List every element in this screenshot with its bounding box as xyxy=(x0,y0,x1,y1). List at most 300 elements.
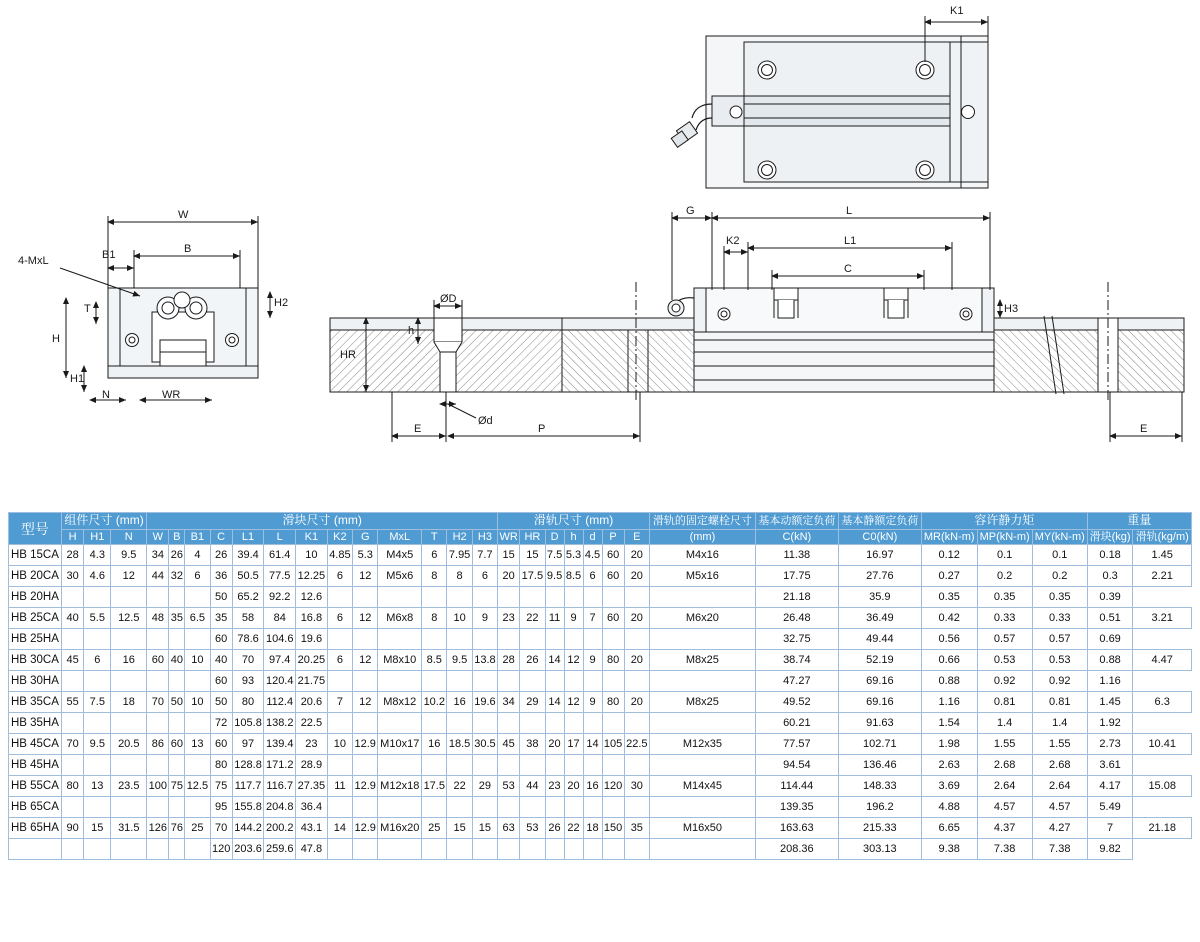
cell-t xyxy=(422,713,447,734)
cell-b1: 10 xyxy=(185,650,210,671)
cell-d xyxy=(545,671,564,692)
cell-wr: 20 xyxy=(498,566,520,587)
cell-h1: 6 xyxy=(84,650,111,671)
cell-wr xyxy=(498,839,520,860)
cell-g: 12 xyxy=(353,608,378,629)
cell-mxl xyxy=(378,839,422,860)
cell-mm xyxy=(649,629,755,650)
cell-h xyxy=(61,713,83,734)
cell-k2: 10 xyxy=(327,734,352,755)
cell-hr: 22 xyxy=(520,608,545,629)
col-header-kgm: 滑轨(kg/m) xyxy=(1133,529,1192,545)
cell-h xyxy=(564,713,583,734)
cell-l: 112.4 xyxy=(264,692,296,713)
cell-l: 171.2 xyxy=(264,755,296,776)
cell-h1 xyxy=(84,587,111,608)
cell-b xyxy=(169,797,185,818)
cell-hr xyxy=(520,713,545,734)
cell-b: 76 xyxy=(169,818,185,839)
cell-b1: 6.5 xyxy=(185,608,210,629)
cell-model: HB 30CA xyxy=(9,650,62,671)
cell-k2: 6 xyxy=(327,608,352,629)
cell-h3: 19.6 xyxy=(472,692,497,713)
cell-l1: 93 xyxy=(232,671,264,692)
cell-k1: 22.5 xyxy=(296,713,328,734)
cell-p: 150 xyxy=(602,818,624,839)
cell-mpknm: 0.33 xyxy=(977,608,1032,629)
cell-mxl xyxy=(378,713,422,734)
cell-myknm: 0.53 xyxy=(1032,650,1087,671)
col-header-b: B xyxy=(169,529,185,545)
cell-mm: M8x25 xyxy=(649,650,755,671)
cell-d: 23 xyxy=(545,776,564,797)
cell-l: 259.6 xyxy=(264,839,296,860)
cell-h2 xyxy=(447,839,472,860)
cell-b xyxy=(169,755,185,776)
cell-d: 4.5 xyxy=(583,545,602,566)
cell-e: 20 xyxy=(624,608,649,629)
cell-d: 20 xyxy=(545,734,564,755)
cell-h3: 7.7 xyxy=(472,545,497,566)
cell-myknm: 4.27 xyxy=(1032,818,1087,839)
col-header-l: L xyxy=(264,529,296,545)
cell-d xyxy=(545,839,564,860)
cell-w xyxy=(147,755,169,776)
cell-d: 14 xyxy=(583,734,602,755)
dim-label-k2: K2 xyxy=(726,235,740,247)
col-header-e: E xyxy=(624,529,649,545)
cell-mm xyxy=(649,797,755,818)
table-row xyxy=(9,629,1192,650)
cell-wr: 63 xyxy=(498,818,520,839)
cell-h1 xyxy=(84,629,111,650)
col-header-d: D xyxy=(545,529,564,545)
cell-c: 60 xyxy=(210,671,232,692)
cell-h: 12 xyxy=(564,650,583,671)
cell-d xyxy=(583,587,602,608)
cell-e xyxy=(624,839,649,860)
cell-e: 20 xyxy=(624,650,649,671)
cell-c: 75 xyxy=(210,776,232,797)
cell-w: 126 xyxy=(147,818,169,839)
cell-e: 35 xyxy=(624,818,649,839)
cell-t: 17.5 xyxy=(422,776,447,797)
cell-h: 20 xyxy=(564,776,583,797)
cell-b1 xyxy=(185,629,210,650)
cell-ckn: 11.38 xyxy=(755,545,838,566)
col-header-c0kn: C0(kN) xyxy=(838,529,921,545)
cell-k1: 21.75 xyxy=(296,671,328,692)
cell-c0kn: 215.33 xyxy=(838,818,921,839)
cell-p xyxy=(602,671,624,692)
cell-c: 40 xyxy=(210,650,232,671)
cell-hr: 38 xyxy=(520,734,545,755)
cell-l1: 128.8 xyxy=(232,755,264,776)
cell-h: 12 xyxy=(564,692,583,713)
cell-c0kn: 35.9 xyxy=(838,587,921,608)
cell-h: 28 xyxy=(61,545,83,566)
cell-ckn: 77.57 xyxy=(755,734,838,755)
cell-k1: 20.6 xyxy=(296,692,328,713)
cell-b1 xyxy=(185,839,210,860)
cell-kgm: 3.21 xyxy=(1133,608,1192,629)
cell-mm xyxy=(649,671,755,692)
cell-myknm: 2.68 xyxy=(1032,755,1087,776)
cell-e xyxy=(624,587,649,608)
cell-mpknm: 0.92 xyxy=(977,671,1032,692)
cell-h xyxy=(564,587,583,608)
cell-mxl: M8x12 xyxy=(378,692,422,713)
cell-mxl: M5x6 xyxy=(378,566,422,587)
dim-label-h2: H2 xyxy=(274,297,289,309)
cell-mm: M8x25 xyxy=(649,692,755,713)
cell-n: 12 xyxy=(111,566,147,587)
cell-n: 20.5 xyxy=(111,734,147,755)
cell-l1: 39.4 xyxy=(232,545,264,566)
cell-h2 xyxy=(447,587,472,608)
cell-l: 120.4 xyxy=(264,671,296,692)
table-body xyxy=(9,545,1192,860)
cell-h: 9 xyxy=(564,608,583,629)
cell-p: 105 xyxy=(602,734,624,755)
cell-mrknm: 9.38 xyxy=(921,839,977,860)
cell-l1: 105.8 xyxy=(232,713,264,734)
cell-hr xyxy=(520,755,545,776)
cell-myknm: 0.92 xyxy=(1032,671,1087,692)
cell-mm: M14x45 xyxy=(649,776,755,797)
cell-h2: 8 xyxy=(447,566,472,587)
dim-label-l1: L1 xyxy=(844,235,857,247)
cell-kgm: 15.08 xyxy=(1133,776,1192,797)
cell-p: 80 xyxy=(602,650,624,671)
col-header-mm: (mm) xyxy=(649,529,755,545)
cell-k1: 16.8 xyxy=(296,608,328,629)
cell-h xyxy=(61,587,83,608)
dim-label-t: T xyxy=(84,303,91,315)
cell-hr: 15 xyxy=(520,545,545,566)
cell-c0kn: 303.13 xyxy=(838,839,921,860)
col-header-d: d xyxy=(583,529,602,545)
cell-h1: 7.5 xyxy=(84,692,111,713)
table-row xyxy=(9,608,1192,629)
dim-label-h1: H1 xyxy=(70,373,85,385)
cell-n: 31.5 xyxy=(111,818,147,839)
cell-l1: 65.2 xyxy=(232,587,264,608)
table-row xyxy=(9,650,1192,671)
cell-l1: 97 xyxy=(232,734,264,755)
col-header-hr: HR xyxy=(520,529,545,545)
cell-d xyxy=(545,797,564,818)
header-row-subs xyxy=(9,529,1192,545)
cell-myknm: 0.57 xyxy=(1032,629,1087,650)
cell-b1: 12.5 xyxy=(185,776,210,797)
cell-wr xyxy=(498,587,520,608)
cell-b: 40 xyxy=(169,650,185,671)
cell-c0kn: 52.19 xyxy=(838,650,921,671)
cell-h1: 4.6 xyxy=(84,566,111,587)
cell-kgm: 10.41 xyxy=(1133,734,1192,755)
cell-wr xyxy=(498,797,520,818)
table-row xyxy=(9,797,1192,818)
cell-h3: 29 xyxy=(472,776,497,797)
cell-d: 14 xyxy=(545,692,564,713)
cell-h3: 9 xyxy=(472,608,497,629)
cell-k2 xyxy=(327,713,352,734)
col-header-wr: WR xyxy=(498,529,520,545)
cell-h2: 16 xyxy=(447,692,472,713)
cell-h xyxy=(61,671,83,692)
cell-mpknm: 0.81 xyxy=(977,692,1032,713)
cell-myknm: 1.4 xyxy=(1032,713,1087,734)
cell-c: 35 xyxy=(210,608,232,629)
col-header-l1: L1 xyxy=(232,529,264,545)
cell-ckn: 38.74 xyxy=(755,650,838,671)
cell-d: 7 xyxy=(583,608,602,629)
cell-mxl: M16x20 xyxy=(378,818,422,839)
cell-c0kn: 102.71 xyxy=(838,734,921,755)
cell-ckn: 26.48 xyxy=(755,608,838,629)
cell-h3: 6 xyxy=(472,566,497,587)
cell-g: 12 xyxy=(353,566,378,587)
cell-mpknm: 0.57 xyxy=(977,629,1032,650)
cell-d xyxy=(583,629,602,650)
cell-mrknm: 0.35 xyxy=(921,587,977,608)
col-group-weight: 重量 xyxy=(1087,513,1191,530)
cell-p xyxy=(602,587,624,608)
cell-t: 6 xyxy=(422,545,447,566)
col-group-block: 滑块尺寸 (mm) xyxy=(147,513,498,530)
cell-t: 16 xyxy=(422,734,447,755)
cell-h xyxy=(564,755,583,776)
cell-c: 60 xyxy=(210,629,232,650)
cell-ckn: 49.52 xyxy=(755,692,838,713)
cell-k1: 19.6 xyxy=(296,629,328,650)
cell-mpknm: 2.64 xyxy=(977,776,1032,797)
cell-l: 97.4 xyxy=(264,650,296,671)
cell-e xyxy=(624,713,649,734)
cell-n xyxy=(111,713,147,734)
cell-n xyxy=(111,755,147,776)
cell-kg: 0.39 xyxy=(1087,587,1133,608)
cell-k1: 12.6 xyxy=(296,587,328,608)
cell-g xyxy=(353,839,378,860)
cell-model: HB 45HA xyxy=(9,755,62,776)
cell-myknm: 4.57 xyxy=(1032,797,1087,818)
cell-l1: 78.6 xyxy=(232,629,264,650)
table-row xyxy=(9,545,1192,566)
cell-mpknm: 7.38 xyxy=(977,839,1032,860)
dim-label-hr: HR xyxy=(340,349,356,361)
dim-label-e-left: E xyxy=(414,423,422,435)
cell-p xyxy=(602,755,624,776)
cell-k2 xyxy=(327,755,352,776)
cell-hr: 17.5 xyxy=(520,566,545,587)
cell-h: 45 xyxy=(61,650,83,671)
cell-d xyxy=(545,713,564,734)
cell-wr: 15 xyxy=(498,545,520,566)
cell-l1: 144.2 xyxy=(232,818,264,839)
col-group-rail: 滑轨尺寸 (mm) xyxy=(498,513,650,530)
cell-w: 60 xyxy=(147,650,169,671)
dim-label-h: H xyxy=(52,333,60,345)
cell-mpknm: 2.68 xyxy=(977,755,1032,776)
cell-e: 22.5 xyxy=(624,734,649,755)
cell-k2 xyxy=(327,587,352,608)
cell-h2 xyxy=(447,671,472,692)
cell-b xyxy=(169,629,185,650)
cell-mxl: M4x5 xyxy=(378,545,422,566)
cell-d: 6 xyxy=(583,566,602,587)
front-view xyxy=(18,209,288,401)
cell-k2: 11 xyxy=(327,776,352,797)
cell-n: 16 xyxy=(111,650,147,671)
cell-h xyxy=(61,755,83,776)
cell-b: 75 xyxy=(169,776,185,797)
cell-g xyxy=(353,587,378,608)
cell-d xyxy=(583,755,602,776)
cell-l: 61.4 xyxy=(264,545,296,566)
cell-d xyxy=(583,713,602,734)
side-view xyxy=(330,205,1200,442)
cell-t xyxy=(422,839,447,860)
cell-ckn: 17.75 xyxy=(755,566,838,587)
cell-mrknm: 0.66 xyxy=(921,650,977,671)
cell-l: 77.5 xyxy=(264,566,296,587)
cell-n: 18 xyxy=(111,692,147,713)
cell-mrknm: 2.63 xyxy=(921,755,977,776)
cell-myknm: 0.33 xyxy=(1032,608,1087,629)
cell-c0kn: 69.16 xyxy=(838,671,921,692)
cell-mpknm: 1.55 xyxy=(977,734,1032,755)
cell-b1: 13 xyxy=(185,734,210,755)
cell-mm: M12x35 xyxy=(649,734,755,755)
cell-kg: 4.17 xyxy=(1087,776,1133,797)
cell-d: 11 xyxy=(545,608,564,629)
cell-c: 95 xyxy=(210,797,232,818)
cell-k1: 43.1 xyxy=(296,818,328,839)
cell-ckn: 21.18 xyxy=(755,587,838,608)
cell-mpknm: 4.37 xyxy=(977,818,1032,839)
col-header-mxl: MxL xyxy=(378,529,422,545)
cell-h xyxy=(564,629,583,650)
cell-h: 90 xyxy=(61,818,83,839)
cell-mrknm: 4.88 xyxy=(921,797,977,818)
cell-hr: 26 xyxy=(520,650,545,671)
header-row-groups xyxy=(9,513,1192,530)
cell-c0kn: 69.16 xyxy=(838,692,921,713)
cell-ckn: 60.21 xyxy=(755,713,838,734)
col-header-mrknm: MR(kN-m) xyxy=(921,529,977,545)
cell-mrknm: 1.16 xyxy=(921,692,977,713)
cell-kgm: 1.45 xyxy=(1133,545,1192,566)
cell-l: 138.2 xyxy=(264,713,296,734)
cell-model: HB 25HA xyxy=(9,629,62,650)
cell-k2 xyxy=(327,671,352,692)
col-header-ckn: C(kN) xyxy=(755,529,838,545)
cell-l1: 50.5 xyxy=(232,566,264,587)
cell-b xyxy=(169,713,185,734)
cell-mrknm: 0.42 xyxy=(921,608,977,629)
cell-hr xyxy=(520,797,545,818)
cell-model: HB 45CA xyxy=(9,734,62,755)
cell-mm: M6x20 xyxy=(649,608,755,629)
cell-wr: 28 xyxy=(498,650,520,671)
cell-kg: 5.49 xyxy=(1087,797,1133,818)
cell-c0kn: 196.2 xyxy=(838,797,921,818)
cell-h: 40 xyxy=(61,608,83,629)
cell-l: 139.4 xyxy=(264,734,296,755)
cell-kg: 0.3 xyxy=(1087,566,1133,587)
col-header-h: H xyxy=(61,529,83,545)
cell-l1: 155.8 xyxy=(232,797,264,818)
col-header-n: N xyxy=(111,529,147,545)
cell-c: 36 xyxy=(210,566,232,587)
cell-n xyxy=(111,839,147,860)
cell-d: 7.5 xyxy=(545,545,564,566)
cell-w xyxy=(147,797,169,818)
cell-c0kn: 49.44 xyxy=(838,629,921,650)
table-row xyxy=(9,692,1192,713)
col-group-moment: 容许静力矩 xyxy=(921,513,1087,530)
dim-label-b1: B1 xyxy=(102,249,116,261)
cell-model: HB 20HA xyxy=(9,587,62,608)
cell-k1: 12.25 xyxy=(296,566,328,587)
cell-h: 8.5 xyxy=(564,566,583,587)
cell-ckn: 163.63 xyxy=(755,818,838,839)
cell-b1 xyxy=(185,671,210,692)
cell-h3: 15 xyxy=(472,818,497,839)
table-row xyxy=(9,818,1192,839)
cell-b: 35 xyxy=(169,608,185,629)
cell-wr: 45 xyxy=(498,734,520,755)
cell-w xyxy=(147,713,169,734)
cell-kg: 3.61 xyxy=(1087,755,1133,776)
cell-w xyxy=(147,587,169,608)
cell-mxl: M10x17 xyxy=(378,734,422,755)
cell-t xyxy=(422,671,447,692)
cell-model: HB 35CA xyxy=(9,692,62,713)
col-header-h2: H2 xyxy=(447,529,472,545)
cell-d: 14 xyxy=(545,650,564,671)
cell-k2: 7 xyxy=(327,692,352,713)
cell-h: 70 xyxy=(61,734,83,755)
cell-g xyxy=(353,629,378,650)
dim-label-n: N xyxy=(102,389,110,401)
cell-e: 20 xyxy=(624,692,649,713)
cell-c: 80 xyxy=(210,755,232,776)
cell-h3: 30.5 xyxy=(472,734,497,755)
cell-h3 xyxy=(472,671,497,692)
cell-w: 44 xyxy=(147,566,169,587)
cell-h xyxy=(564,671,583,692)
cell-wr xyxy=(498,629,520,650)
cell-hr xyxy=(520,671,545,692)
cell-c: 72 xyxy=(210,713,232,734)
cell-h2: 10 xyxy=(447,608,472,629)
cell-k1: 20.25 xyxy=(296,650,328,671)
col-group-bolt: 滑轨的固定螺栓尺寸 xyxy=(649,513,755,530)
col-header-p: P xyxy=(602,529,624,545)
cell-t: 10.2 xyxy=(422,692,447,713)
cell-h1 xyxy=(84,671,111,692)
cell-k1: 36.4 xyxy=(296,797,328,818)
cell-ckn: 94.54 xyxy=(755,755,838,776)
cell-l1: 58 xyxy=(232,608,264,629)
cell-e xyxy=(624,629,649,650)
cell-h3: 13.8 xyxy=(472,650,497,671)
cell-model: HB 65HA xyxy=(9,818,62,839)
cell-p xyxy=(602,797,624,818)
